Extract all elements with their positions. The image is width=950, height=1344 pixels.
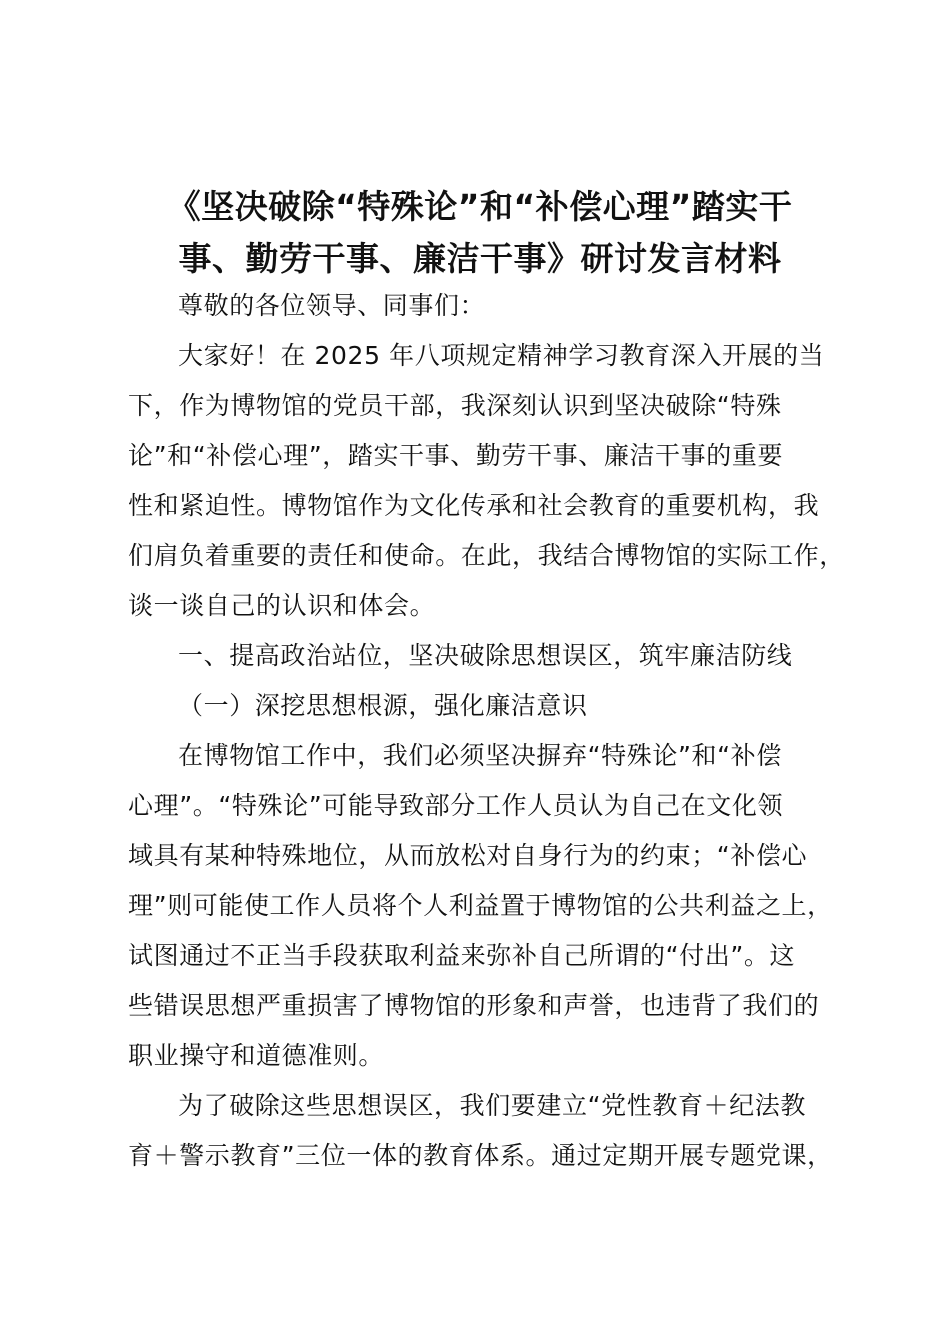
paragraph-line: 为了破除这些思想误区，我们要建立“党性教育＋纪法教 [178,1091,806,1120]
paragraph-line: 育＋警示教育”三位一体的教育体系。通过定期开展专题党课， [128,1141,833,1170]
paragraph-line: 论”和“补偿心理”，踏实干事、勤劳干事、廉洁干事的重要 [128,441,784,470]
document-title-line-2: 事、勤劳干事、廉洁干事》研讨发言材料 [178,239,782,278]
paragraph-line: 性和紧迫性。博物馆作为文化传承和社会教育的重要机构，我 [128,491,820,520]
paragraph-line: 域具有某种特殊地位，从而放松对自身行为的约束；“补偿心 [128,841,808,870]
section-heading: 一、提高政治站位，坚决破除思想误区，筑牢廉洁防线 [178,641,793,670]
document-title-line-1: 《坚决破除“特殊论”和“补偿心理”踏实干 [167,187,793,226]
subsection-heading: （一）深挖思想根源，强化廉洁意识 [178,691,588,720]
salutation: 尊敬的各位领导、同事们： [178,291,486,320]
paragraph-line: 们肩负着重要的责任和使命。在此，我结合博物馆的实际工作， [128,541,845,570]
paragraph-line: 下，作为博物馆的党员干部，我深刻认识到坚决破除“特殊 [128,391,782,420]
paragraph-line: 些错误思想严重损害了博物馆的形象和声誉，也违背了我们的 [128,991,820,1020]
paragraph-line: 试图通过不正当手段获取利益来弥补自己所谓的“付出”。这 [128,941,796,970]
paragraph-line: 心理”。“特殊论”可能导致部分工作人员认为自己在文化领 [128,791,784,820]
paragraph-line: 理”则可能使工作人员将个人利益置于博物馆的公共利益之上， [128,891,833,920]
paragraph-line: 职业操守和道德准则。 [128,1041,385,1070]
paragraph-line: 谈一谈自己的认识和体会。 [128,591,436,620]
paragraph-line: 大家好！在 2025 年八项规定精神学习教育深入开展的当 [178,341,825,370]
paragraph-line: 在博物馆工作中，我们必须坚决摒弃“特殊论”和“补偿 [178,741,782,770]
